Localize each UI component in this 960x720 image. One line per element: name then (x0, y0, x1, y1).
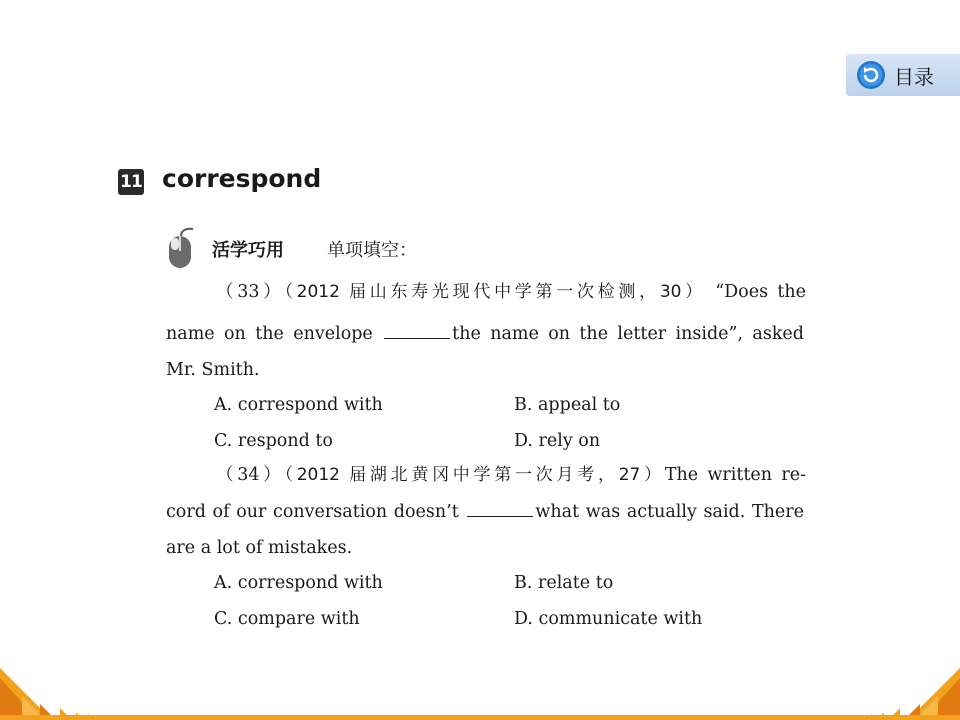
practice-instruction: 单项填空： (327, 240, 417, 261)
question-stem-start: “Does the (715, 282, 806, 302)
option-d[interactable]: D. communicate with (514, 609, 703, 629)
refresh-circle-icon (856, 60, 886, 90)
question-33-line-1 (216, 280, 806, 304)
question-33-line-2 (166, 322, 804, 346)
question-source: （2012 届山东寿光现代中学第一次检测，30） (284, 282, 706, 302)
question-number: （33） (216, 282, 285, 302)
corner-decoration-left (0, 660, 100, 720)
question-stem-text: Mr. Smith. (166, 360, 260, 380)
toc-button[interactable] (846, 54, 960, 96)
question-34-line-2 (166, 500, 804, 524)
question-source: （2012 届湖北黄冈中学第一次月考，27） (284, 465, 665, 485)
option-c[interactable]: C. compare with (214, 609, 360, 629)
answer-blank (467, 500, 533, 517)
option-a[interactable]: A. correspond with (214, 573, 383, 593)
item-number-badge: 11 (118, 169, 144, 195)
question-stem-text: the name on the letter inside”, asked (452, 324, 804, 344)
question-stem-text: name on the envelope (166, 324, 373, 344)
bottom-bar (0, 715, 960, 720)
question-stem-text: are a lot of mistakes. (166, 538, 353, 558)
toc-label: 目录 (894, 64, 934, 89)
corner-decoration-right (860, 660, 960, 720)
question-stem-start: The written re- (664, 465, 806, 485)
option-d[interactable]: D. rely on (514, 431, 601, 451)
option-b[interactable]: B. appeal to (514, 395, 621, 415)
question-34-line-1 (216, 463, 806, 487)
mouse-icon (167, 226, 197, 270)
option-b[interactable]: B. relate to (514, 573, 614, 593)
question-number: （34） (216, 465, 285, 485)
answer-blank (384, 322, 450, 339)
question-stem-text: cord of our conversation doesn’t (166, 502, 459, 522)
question-stem-text: what was actually said. There (535, 502, 804, 522)
option-a[interactable]: A. correspond with (214, 395, 383, 415)
option-c[interactable]: C. respond to (214, 431, 333, 451)
vocab-word: correspond (162, 164, 322, 193)
practice-title: 活学巧用 (212, 240, 284, 261)
